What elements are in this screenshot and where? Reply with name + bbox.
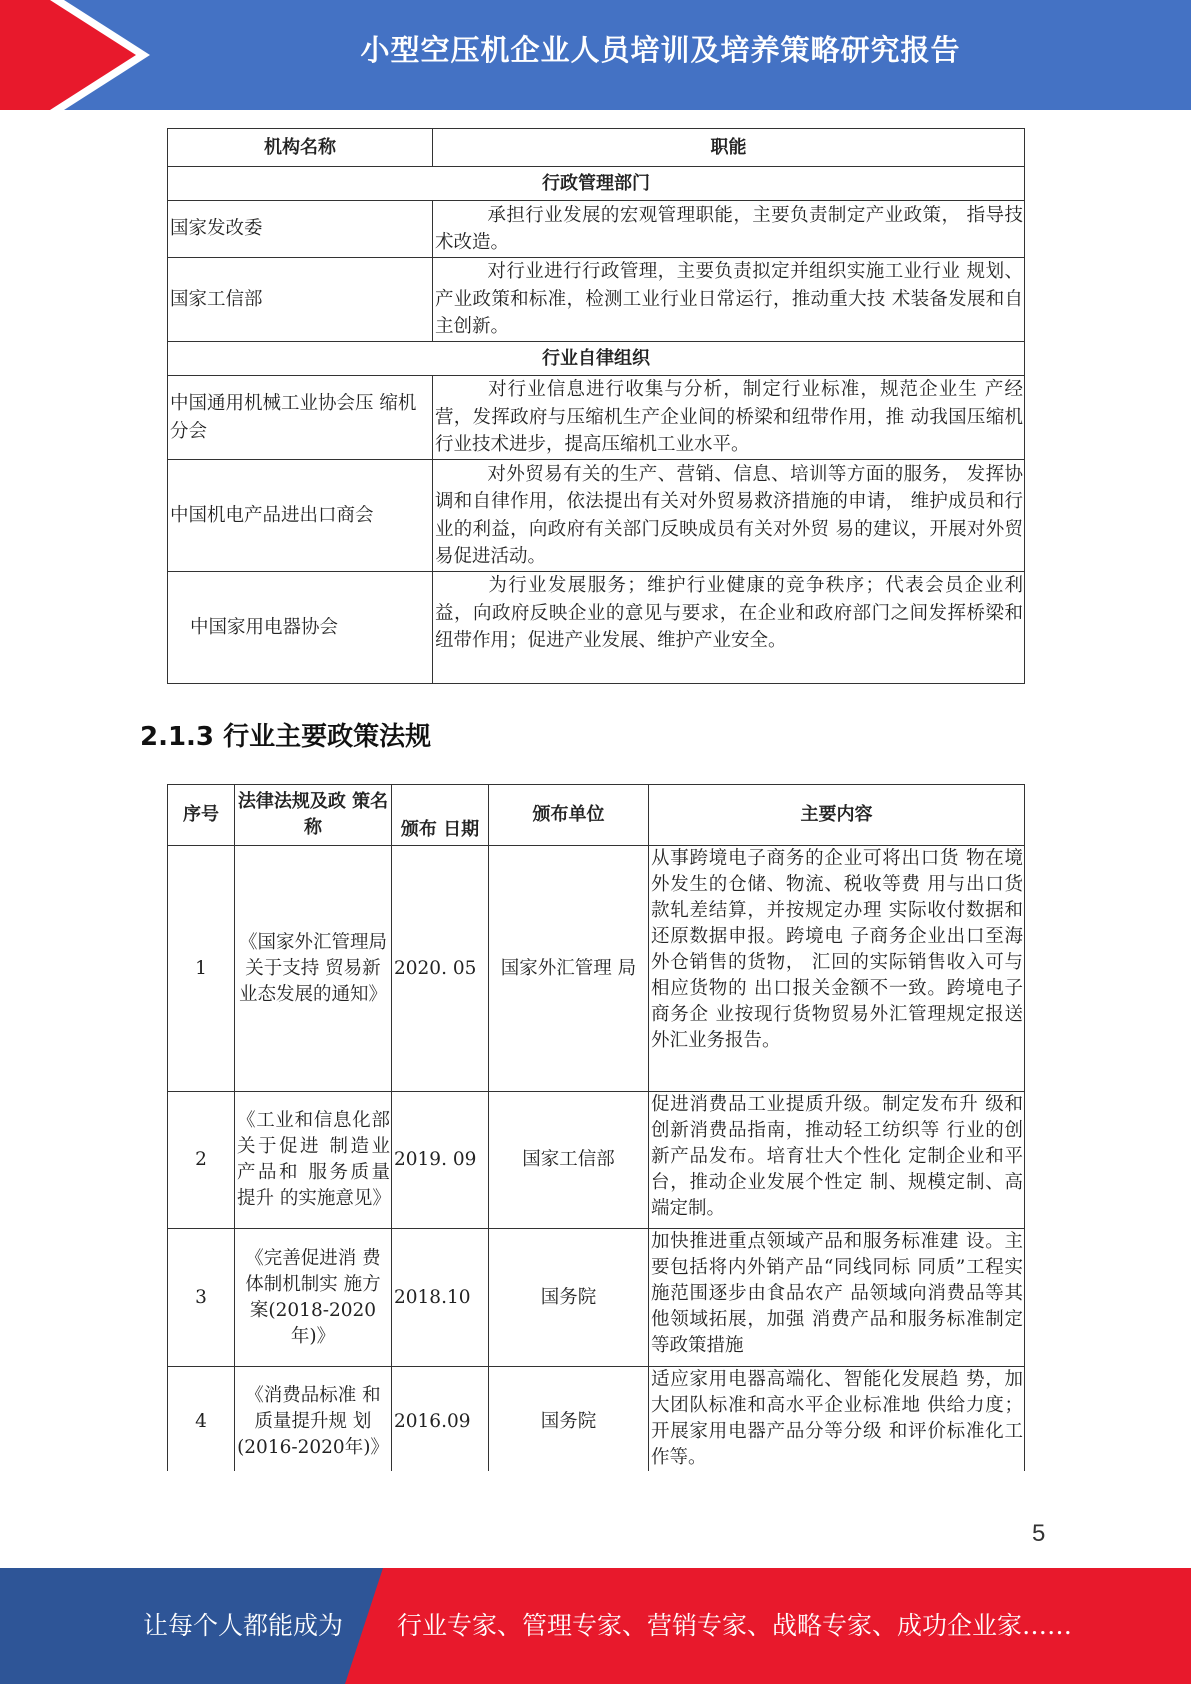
policy-content: 适应家用电器高端化、智能化发展趋 势，加大团队标准和高水平企业标准地 供给力度；开展家用电器产品分等分级 和评价标准化工作等。	[649, 1367, 1025, 1477]
issuer: 国家外汇管理 局	[489, 846, 649, 1092]
report-title: 小型空压机企业人员培训及培养策略研究报告	[360, 33, 961, 67]
org-function: 对外贸易有关的生产、营销、信息、培训等方面的服务， 发挥协调和自律作用，依法提出有关对外贸易救济措施的申请， 维护成员和行业的利益，向政府有关部门反映成员有关对外贸 易的建议，开展对外贸易促进活动。	[433, 460, 1025, 572]
page-header	[0, 0, 1191, 110]
table-row	[168, 460, 1025, 572]
policy-table	[167, 784, 1025, 1477]
org-name: 中国通用机械工业协会压 缩机分会	[168, 376, 433, 460]
policy-name: 《工业和信息化部关于促进 制造业产品和 服务质量提升 的实施意见》	[235, 1092, 392, 1229]
issue-date: 2018.10	[392, 1229, 489, 1367]
col-header-org: 机构名称	[168, 129, 433, 167]
policy-name: 《完善促进消 费体制机制实 施方案(2018-2020年)》	[235, 1229, 392, 1367]
table-row	[168, 1229, 1025, 1367]
row-no: 3	[168, 1229, 235, 1367]
section-title: 行政管理部门	[168, 167, 1025, 201]
table-header-row	[168, 129, 1025, 167]
issue-date: 2016.09	[392, 1367, 489, 1477]
col-header-name: 法律法规及政 策名称	[235, 785, 392, 846]
issuer: 国务院	[489, 1229, 649, 1367]
page-number: 5	[1032, 1520, 1046, 1547]
section-row	[168, 342, 1025, 376]
section-title: 行业自律组织	[168, 342, 1025, 376]
table-header-row	[168, 785, 1025, 846]
table-row	[168, 846, 1025, 1092]
footer-slogan-left: 让每个人都能成为	[143, 1611, 344, 1640]
issue-date: 2020. 05	[392, 846, 489, 1092]
policy-content: 从事跨境电子商务的企业可将出口货 物在境外发生的仓储、物流、税收等费 用与出口货款轧差结算，并按规定办理 实际收付数据和还原数据申报。跨境电 子商务企业出口至海外仓销售的货物， 汇回的实际销售收入可与相应货物的 出口报关金额不一致。跨境电子商务企 业按现行货物贸易外汇管理规定报送 外汇业务报告。	[649, 846, 1025, 1092]
table-continuation-mask	[167, 1471, 1027, 1479]
org-function: 对行业信息进行收集与分析，制定行业标准，规范企业生 产经营，发挥政府与压缩机生产企业间的桥梁和纽带作用，推 动我国压缩机行业技术进步，提高压缩机工业水平。	[433, 376, 1025, 460]
table-row	[168, 376, 1025, 460]
org-name: 中国家用电器协会	[168, 572, 433, 684]
org-name: 中国机电产品进出口商会	[168, 460, 433, 572]
table-row	[168, 1367, 1025, 1477]
col-header-function: 职能	[433, 129, 1025, 167]
table-row	[168, 572, 1025, 684]
issuer: 国家工信部	[489, 1092, 649, 1229]
org-function: 为行业发展服务；维护行业健康的竞争秩序；代表会员企业利益，向政府反映企业的意见与要求，在企业和政府部门之间发挥桥梁和纽带作用；促进产业发展、维护产业安全。	[433, 572, 1025, 684]
org-name: 国家工信部	[168, 258, 433, 342]
policy-name: 《消费品标准 和质量提升规 划(2016-2020年)》	[235, 1367, 392, 1477]
table-row	[168, 258, 1025, 342]
col-header-issuer: 颁布单位	[489, 785, 649, 846]
issuer: 国务院	[489, 1367, 649, 1477]
policy-content: 促进消费品工业提质升级。制定发布升 级和创新消费品指南，推动轻工纺织等 行业的创新产品发布。培育壮大个性化 定制企业和平台，推动企业发展个性定 制、规模定制、高端定制。	[649, 1092, 1025, 1229]
footer-slogan-right: 行业专家、管理专家、营销专家、战略专家、成功企业家……	[397, 1611, 1073, 1640]
institution-table	[167, 128, 1025, 684]
row-no: 4	[168, 1367, 235, 1477]
table-row	[168, 201, 1025, 258]
policy-content: 加快推进重点领域产品和服务标准建 设。主要包括将内外销产品“同线同标 同质”工程实施范围逐步由食品农产 品领域向消费品等其他领域拓展，加强 消费产品和服务标准制定等政策措施	[649, 1229, 1025, 1367]
policy-name: 《国家外汇管理局关于支持 贸易新业态发展的通知》	[235, 846, 392, 1092]
col-header-no: 序号	[168, 785, 235, 846]
org-function: 承担行业发展的宏观管理职能，主要负责制定产业政策， 指导技术改造。	[433, 201, 1025, 258]
section-row	[168, 167, 1025, 201]
page-footer	[0, 1568, 1191, 1684]
section-heading: 2.1.3 行业主要政策法规	[140, 722, 432, 752]
col-header-date: 颁布 日期	[392, 785, 489, 846]
org-function: 对行业进行行政管理，主要负责拟定并组织实施工业行业 规划、产业政策和标准，检测工业行业日常运行，推动重大技 术装备发展和自主创新。	[433, 258, 1025, 342]
row-no: 2	[168, 1092, 235, 1229]
col-header-content: 主要内容	[649, 785, 1025, 846]
row-no: 1	[168, 846, 235, 1092]
org-name: 国家发改委	[168, 201, 433, 258]
table-row	[168, 1092, 1025, 1229]
issue-date: 2019. 09	[392, 1092, 489, 1229]
